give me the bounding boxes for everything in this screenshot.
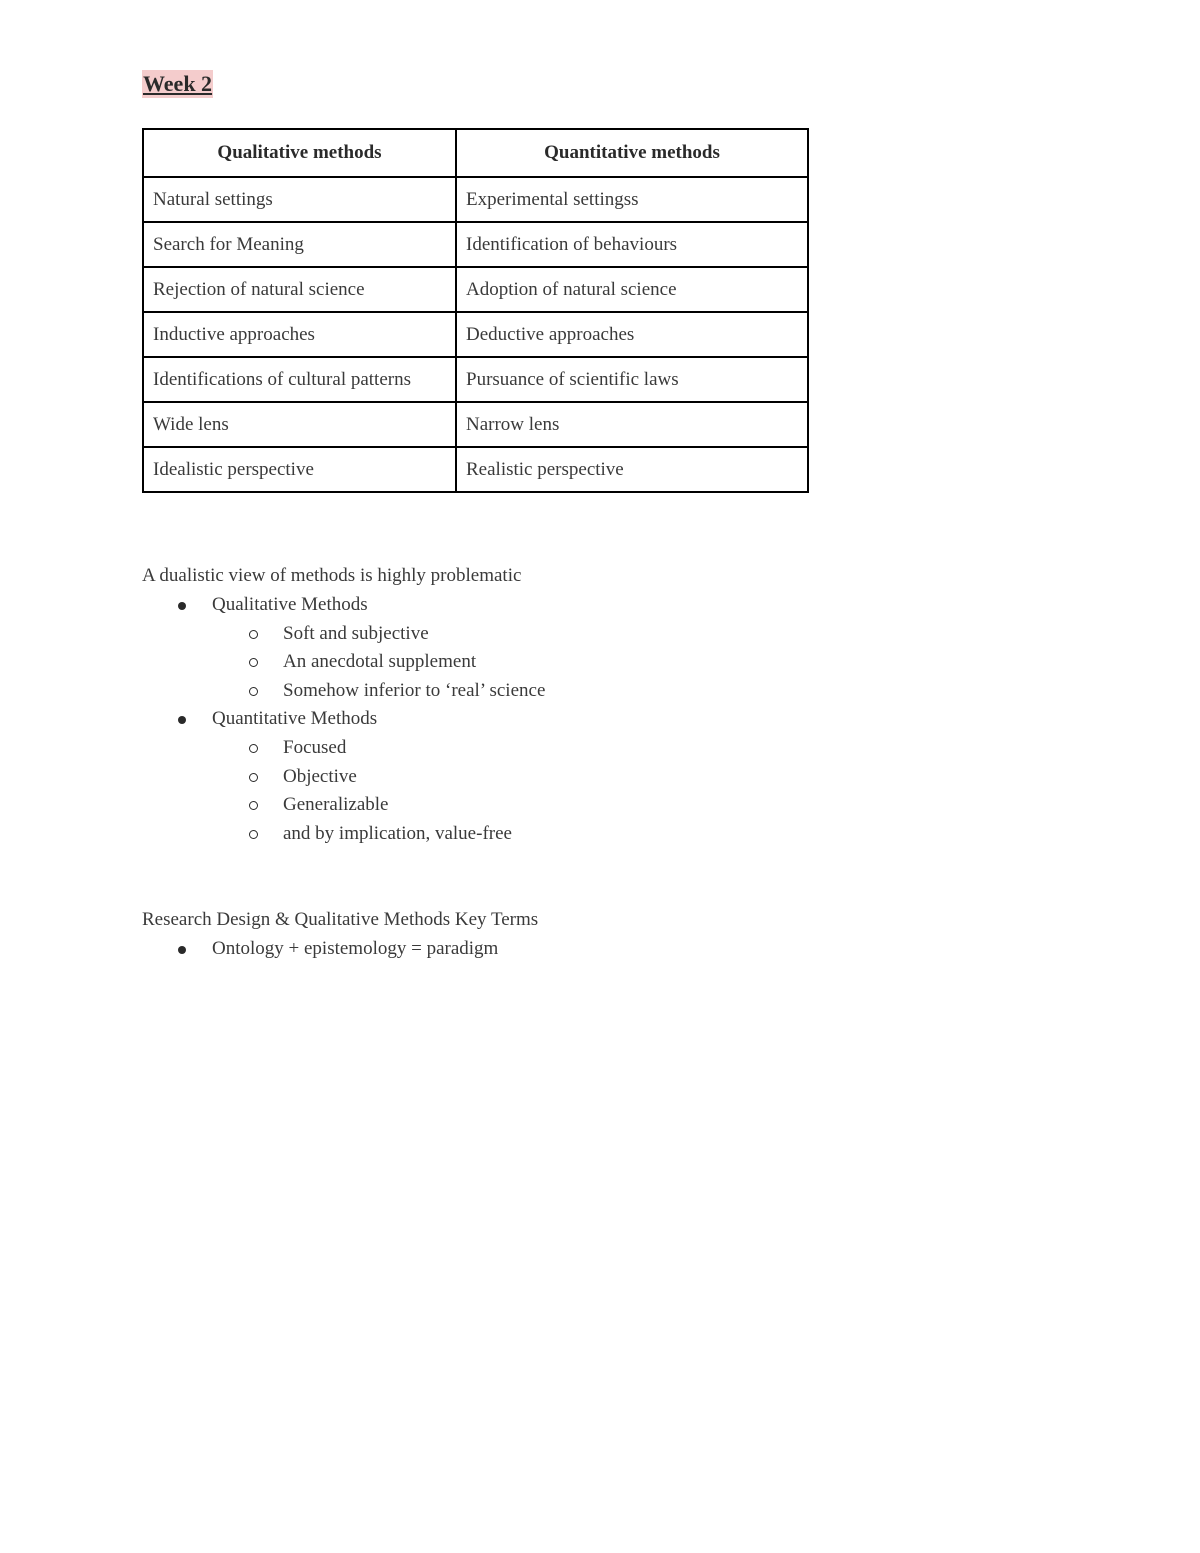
table-row bbox=[143, 222, 808, 267]
list-item bbox=[142, 591, 545, 705]
column-header-qualitative: Qualitative methods bbox=[143, 129, 456, 177]
sub-list-item bbox=[142, 677, 545, 706]
bullet-icon bbox=[178, 946, 186, 954]
sub-list-item-label: Generalizable bbox=[283, 794, 389, 816]
hollow-bullet-icon bbox=[249, 630, 258, 639]
table-row bbox=[143, 267, 808, 312]
sub-list-item-label: Objective bbox=[283, 765, 357, 787]
column-header-quantitative: Quantitative methods bbox=[456, 129, 808, 177]
list-item-label: Qualitative Methods bbox=[212, 594, 368, 615]
page-title: Week 2 bbox=[143, 71, 213, 96]
table-cell: Inductive approaches bbox=[143, 312, 456, 357]
table-row bbox=[143, 177, 808, 222]
hollow-bullet-icon bbox=[249, 830, 258, 839]
list-item-label: Quantitative Methods bbox=[212, 708, 378, 730]
sub-list-item-label: Focused bbox=[283, 736, 347, 758]
sub-list bbox=[212, 620, 545, 706]
sub-list bbox=[212, 734, 545, 848]
list-item-label: Ontology + epistemology = paradigm bbox=[212, 938, 499, 959]
table-row bbox=[143, 402, 808, 447]
sub-list-item bbox=[142, 734, 545, 763]
sub-list-item bbox=[142, 763, 545, 792]
table-cell: Deductive approaches bbox=[456, 312, 808, 357]
table-header-row bbox=[143, 129, 808, 177]
table-cell: Adoption of natural science bbox=[456, 267, 808, 312]
section-intro-dualistic-view: A dualistic view of methods is highly problematic bbox=[142, 565, 522, 586]
table-cell: Experimental settingss bbox=[456, 177, 808, 222]
bullet-icon bbox=[178, 716, 186, 724]
table-cell: Wide lens bbox=[143, 402, 456, 447]
bullet-icon bbox=[178, 602, 186, 610]
hollow-bullet-icon bbox=[249, 744, 258, 753]
hollow-bullet-icon bbox=[249, 801, 258, 810]
sub-list-item bbox=[142, 620, 545, 649]
table-cell: Realistic perspective bbox=[456, 447, 808, 492]
table-cell: Natural settings bbox=[143, 177, 456, 222]
dualistic-view-list bbox=[142, 591, 545, 848]
sub-list-item-label: Somehow inferior to ‘real’ science bbox=[283, 679, 546, 701]
table-row bbox=[143, 447, 808, 492]
sub-list-item bbox=[142, 820, 545, 849]
section-intro-key-terms: Research Design & Qualitative Methods Key Terms bbox=[142, 909, 539, 930]
key-terms-list bbox=[142, 935, 498, 964]
sub-list-item bbox=[142, 791, 545, 820]
hollow-bullet-icon bbox=[249, 687, 258, 696]
list-item bbox=[142, 705, 545, 848]
hollow-bullet-icon bbox=[249, 658, 258, 667]
table-cell: Narrow lens bbox=[456, 402, 808, 447]
table-row bbox=[143, 312, 808, 357]
methods-comparison-table bbox=[142, 128, 809, 493]
table-cell: Identifications of cultural patterns bbox=[143, 357, 456, 402]
sub-list-item-label: Soft and subjective bbox=[283, 622, 429, 644]
table-cell: Search for Meaning bbox=[143, 222, 456, 267]
sub-list-item-label: and by implication, value-free bbox=[283, 822, 512, 844]
list-item bbox=[142, 935, 498, 964]
table-cell: Identification of behaviours bbox=[456, 222, 808, 267]
hollow-bullet-icon bbox=[249, 773, 258, 782]
table-row bbox=[143, 357, 808, 402]
sub-list-item bbox=[142, 648, 545, 677]
table-cell: Idealistic perspective bbox=[143, 447, 456, 492]
table-cell: Pursuance of scientific laws bbox=[456, 357, 808, 402]
sub-list-item-label: An anecdotal supplement bbox=[283, 651, 477, 673]
table-cell: Rejection of natural science bbox=[143, 267, 456, 312]
